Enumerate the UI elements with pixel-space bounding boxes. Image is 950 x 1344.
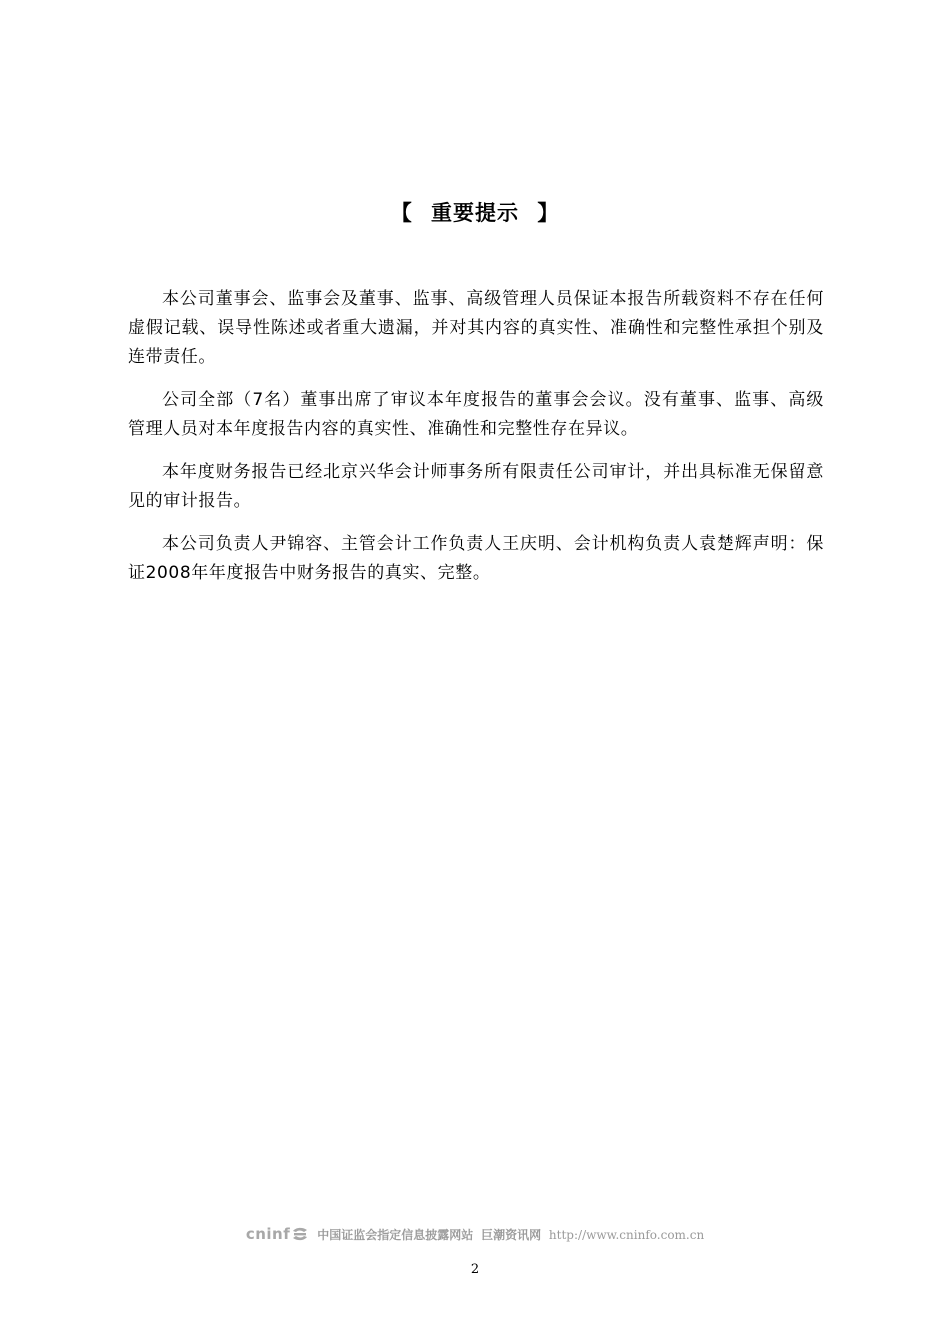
paragraph-board-attendance: 公司全部（7名）董事出席了审议本年度报告的董事会会议。没有董事、监事、高级管理人员对本年度报告内容的真实性、准确性和完整性存在异议。 bbox=[128, 390, 824, 439]
paragraph-guarantee: 本公司董事会、监事会及董事、监事、高级管理人员保证本报告所载资料不存在任何虚假记载、误导性陈述或者重大遗漏，并对其内容的真实性、准确性和完整性承担个别及连带责任。 bbox=[128, 289, 824, 367]
cninfo-logo-text: cninf bbox=[245, 1225, 291, 1243]
body-text bbox=[128, 285, 824, 602]
paragraph-audit: 本年度财务报告已经北京兴华会计师事务所有限责任公司审计，并出具标准无保留意见的审计报告。 bbox=[128, 462, 824, 511]
footer-site-name: 巨潮资讯网 bbox=[481, 1228, 542, 1242]
title-open-bracket: 【 bbox=[390, 201, 413, 225]
section-title bbox=[0, 197, 950, 227]
footer-url[interactable]: http://www.cninfo.com.cn bbox=[548, 1228, 705, 1242]
footer bbox=[0, 1225, 950, 1245]
title-close-bracket: 】 bbox=[537, 201, 560, 225]
footer-site-label: 中国证监会指定信息披露网站 bbox=[317, 1228, 474, 1242]
cninfo-swirl-icon bbox=[291, 1226, 309, 1245]
page-number: 2 bbox=[470, 1262, 480, 1277]
paragraph-declaration: 本公司负责人尹锦容、主管会计工作负责人王庆明、会计机构负责人袁楚辉声明：保证2008年年度报告中财务报告的真实、完整。 bbox=[128, 534, 824, 583]
title-text: 重要提示 bbox=[431, 201, 519, 225]
